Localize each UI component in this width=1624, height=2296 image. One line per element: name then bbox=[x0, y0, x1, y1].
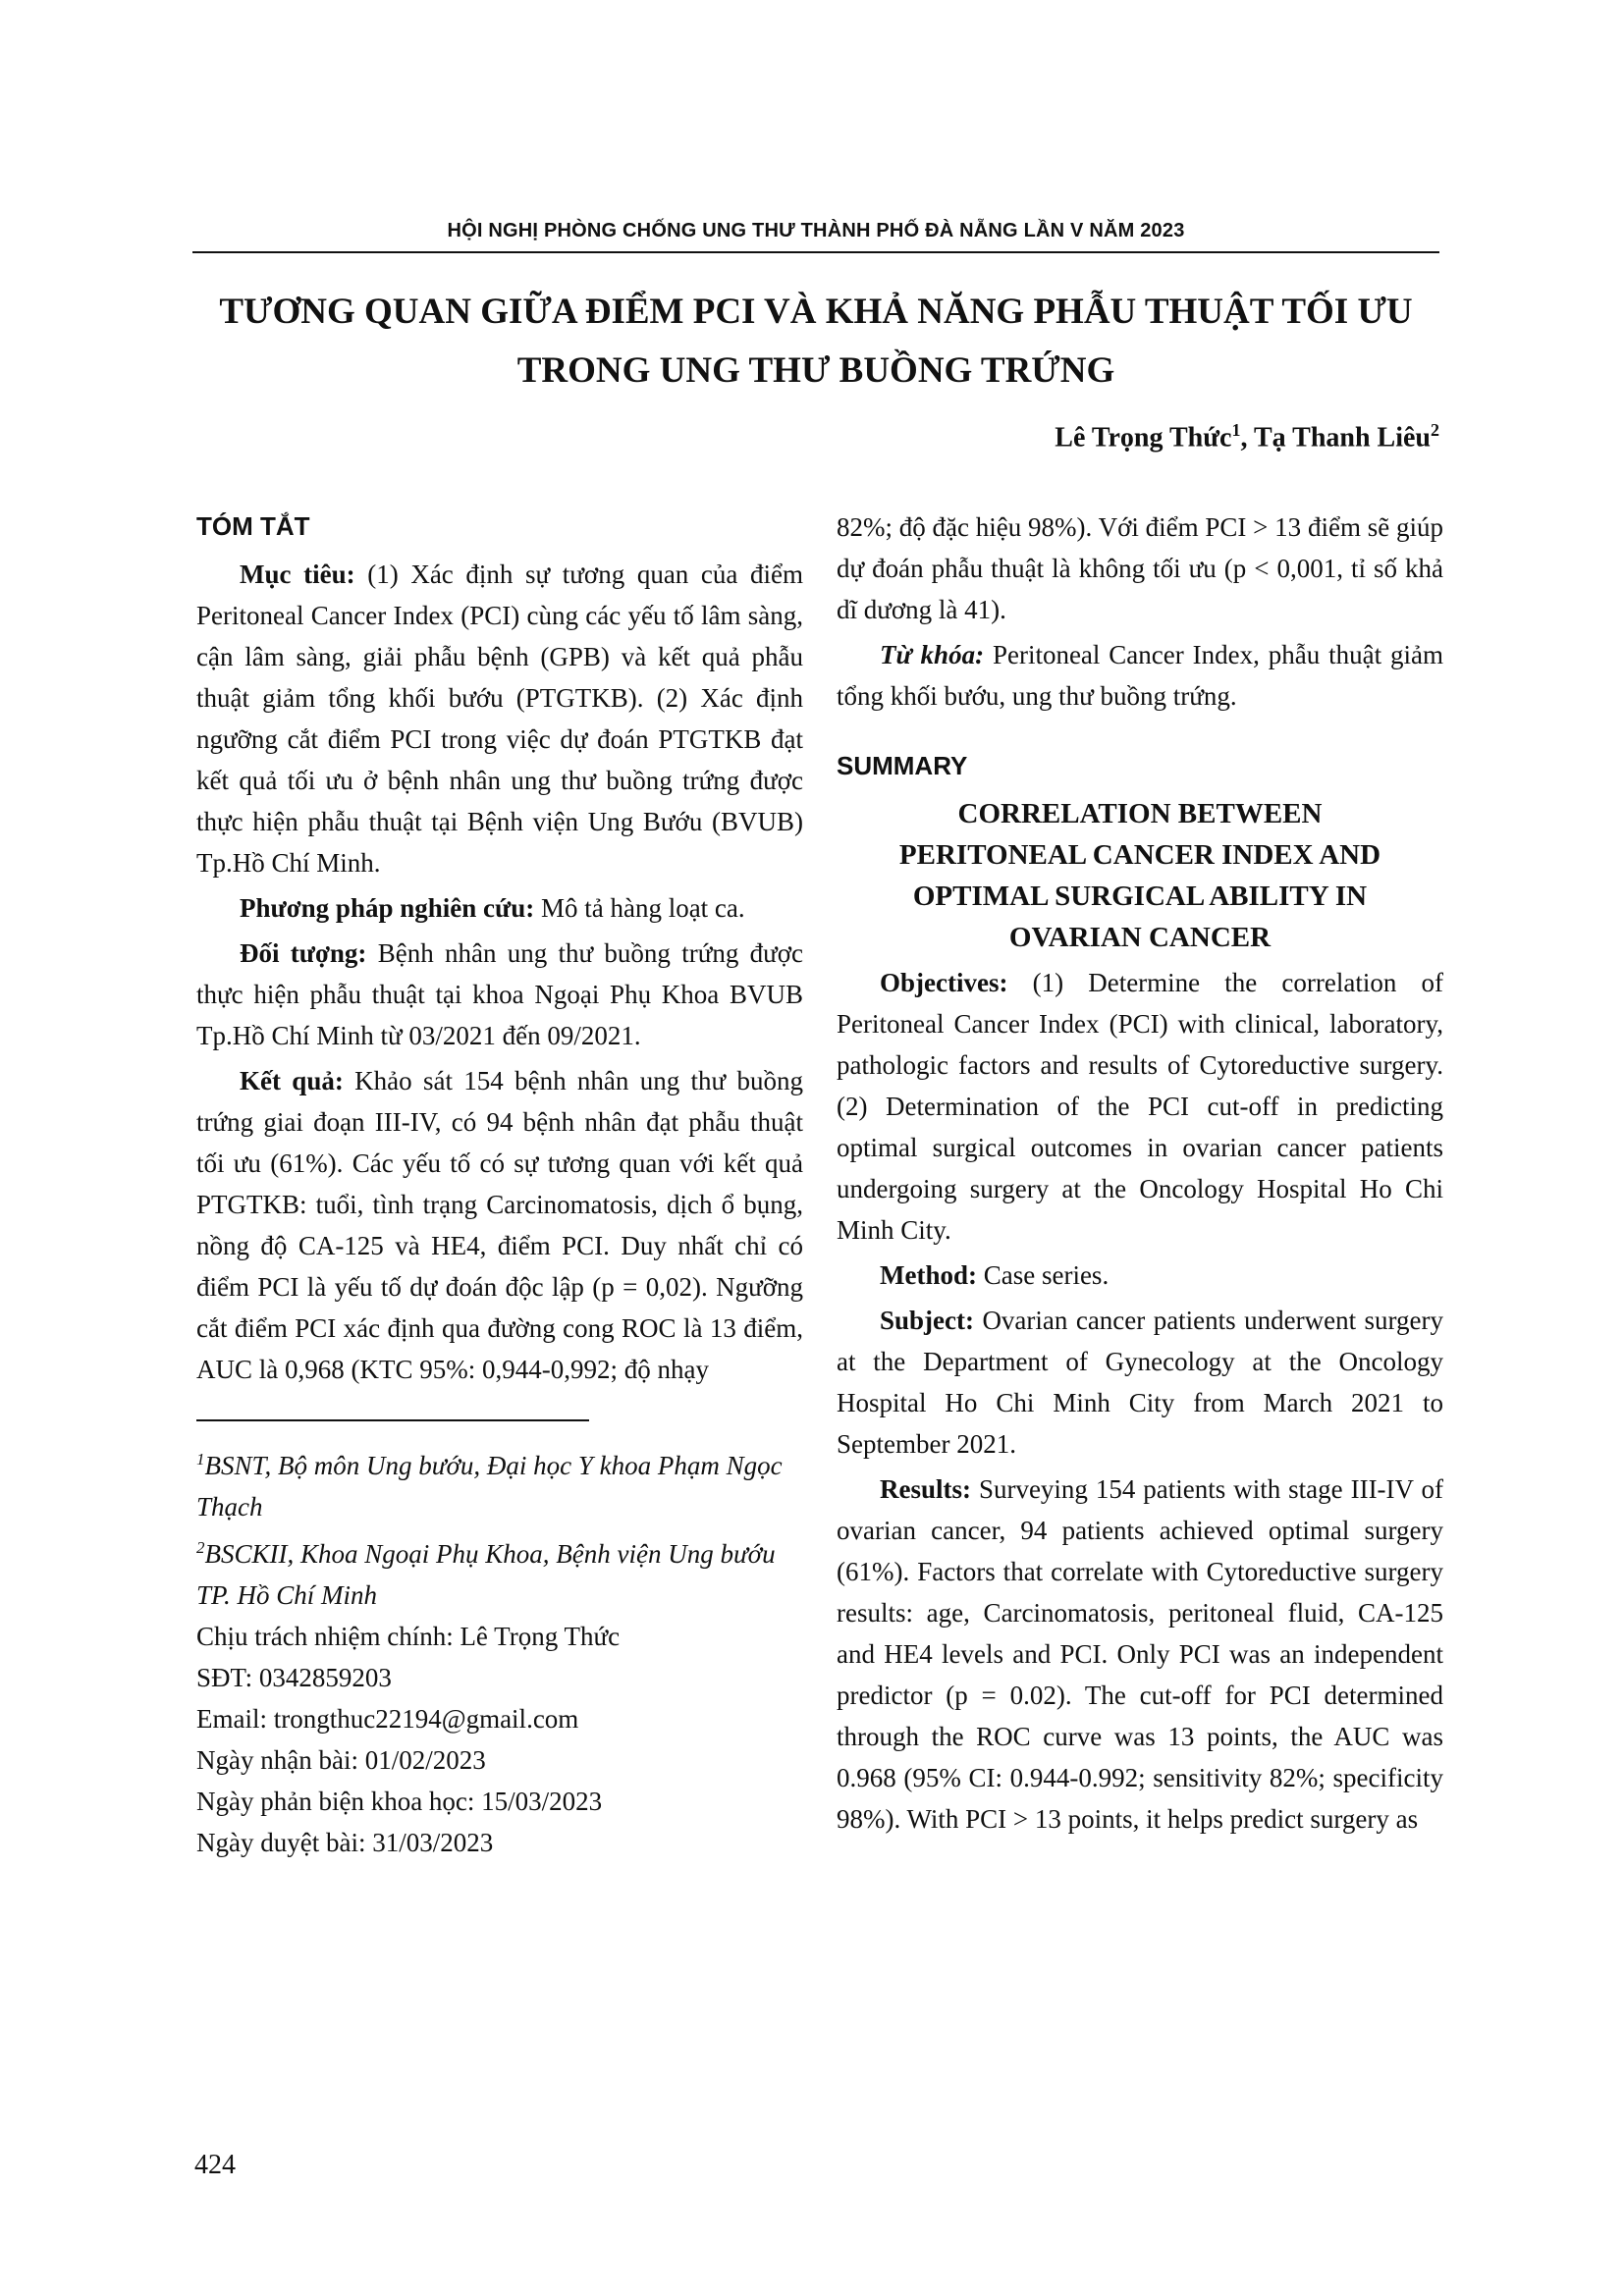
right-column bbox=[837, 507, 1443, 1843]
summary-results bbox=[837, 1468, 1443, 1840]
author-2-affiliation: 2 bbox=[1431, 420, 1439, 440]
author-1: Lê Trọng Thức bbox=[1055, 422, 1232, 454]
abstract-vi-subject bbox=[196, 933, 803, 1056]
english-title-line-1: CORRELATION BETWEEN bbox=[957, 798, 1323, 829]
responsible-author: Chịu trách nhiệm chính: Lê Trọng Thức bbox=[196, 1622, 621, 1651]
footnote-1-text: BSNT, Bộ môn Ung bướu, Đại học Y khoa Phạm Ngọc Thạch bbox=[196, 1451, 783, 1522]
method-text: Mô tả hàng loạt ca. bbox=[534, 893, 745, 923]
left-column bbox=[196, 507, 803, 1863]
summary-method-label: Method: bbox=[880, 1260, 977, 1290]
date-received: Ngày nhận bài: 01/02/2023 bbox=[196, 1745, 486, 1775]
title-line-1: TƯƠNG QUAN GIỮA ĐIỂM PCI VÀ KHẢ NĂNG PHẪU THUẬT TỐI ƯU bbox=[219, 292, 1413, 332]
subject-text: Bệnh nhân ung thư buồng trứng được thực hiện phẫu thuật tại khoa Ngoại Phụ Khoa BVUB Tp.Hồ Chí Minh từ 03/2021 đến 09/2021. bbox=[196, 938, 803, 1050]
footnote-rule bbox=[196, 1419, 589, 1421]
footnote-2 bbox=[196, 1527, 803, 1616]
abstract-vi-objective bbox=[196, 554, 803, 883]
email: Email: trongthuc22194@gmail.com bbox=[196, 1704, 579, 1734]
author-separator: , bbox=[1240, 422, 1254, 454]
objectives-label: Objectives: bbox=[880, 968, 1008, 997]
abstract-vi-heading: TÓM TẮT bbox=[196, 511, 310, 541]
footnote-2-marker: 2 bbox=[196, 1538, 205, 1557]
objectives-text: (1) Determine the correlation of Peritoneal Cancer Index (PCI) with clinical, laboratory, pathologic factors and results of Cytoreductive surgery. (2) Determination of the PCI cut-off in predicting optimal surgical outcomes in ovarian cancer patients undergoing surgery at the Oncology Hospital Ho Chi Minh City. bbox=[837, 968, 1443, 1245]
english-title-line-2: PERITONEAL CANCER INDEX AND bbox=[898, 839, 1381, 871]
date-reviewed: Ngày phản biện khoa học: 15/03/2023 bbox=[196, 1787, 603, 1816]
footnote-1 bbox=[196, 1439, 803, 1527]
keywords-label: Từ khóa: bbox=[880, 640, 985, 669]
english-title-line-4: OVARIAN CANCER bbox=[1008, 922, 1272, 953]
phone: SĐT: 0342859203 bbox=[196, 1663, 392, 1692]
abstract-vi-results bbox=[196, 1060, 803, 1390]
abstract-vi-keywords bbox=[837, 634, 1443, 717]
authors bbox=[1055, 420, 1439, 454]
header-rule bbox=[192, 251, 1439, 253]
summary-subject-text: Ovarian cancer patients underwent surgery at the Department of Gynecology at the Oncology Hospital Ho Chi Minh City from March 2021 to September 2021. bbox=[837, 1306, 1443, 1459]
keywords-text: Peritoneal Cancer Index, phẫu thuật giảm tổng khối bướu, ung thư buồng trứng. bbox=[837, 640, 1443, 711]
method-label: Phương pháp nghiên cứu: bbox=[240, 893, 535, 923]
title-line-2: TRONG UNG THƯ BUỒNG TRỨNG bbox=[516, 350, 1115, 391]
summary-results-label: Results: bbox=[880, 1474, 971, 1504]
article-title bbox=[192, 283, 1439, 400]
footnote-1-marker: 1 bbox=[196, 1450, 205, 1468]
summary-objectives bbox=[837, 962, 1443, 1251]
summary-heading: SUMMARY bbox=[837, 751, 968, 780]
objective-label: Mục tiêu: bbox=[240, 560, 355, 589]
summary-subject-label: Subject: bbox=[880, 1306, 974, 1335]
results-label: Kết quả: bbox=[240, 1066, 344, 1095]
english-title-line-3: OPTIMAL SURGICAL ABILITY IN bbox=[912, 881, 1368, 912]
date-approved: Ngày duyệt bài: 31/03/2023 bbox=[196, 1828, 494, 1857]
running-head: HỘI NGHỊ PHÒNG CHỐNG UNG THƯ THÀNH PHỐ ĐÀ NẴNG LẦN V NĂM 2023 bbox=[447, 220, 1185, 241]
subject-label: Đối tượng: bbox=[240, 938, 367, 968]
summary-method bbox=[837, 1255, 1443, 1296]
footnote-2-text: BSCKII, Khoa Ngoại Phụ Khoa, Bệnh viện Ung bướu TP. Hồ Chí Minh bbox=[196, 1539, 776, 1610]
summary-method-text: Case series. bbox=[976, 1260, 1110, 1290]
author-1-affiliation: 1 bbox=[1231, 420, 1241, 440]
footnotes bbox=[196, 1439, 803, 1863]
abstract-vi-results-continued: 82%; độ đặc hiệu 98%). Với điểm PCI > 13 điểm sẽ giúp dự đoán phẫu thuật là không tối ưu (p < 0,001, tỉ số khả dĩ dương là 41). bbox=[837, 512, 1443, 624]
abstract-vi-method bbox=[196, 887, 803, 929]
summary-subject bbox=[837, 1300, 1443, 1465]
objective-text: (1) Xác định sự tương quan của điểm Peritoneal Cancer Index (PCI) cùng các yếu tố lâm sàng, cận lâm sàng, giải phẫu bệnh (GPB) và kết quả phẫu thuật giảm tổng khối bướu (PTGTKB). (2) Xác định ngưỡng cắt điểm PCI trong việc dự đoán PTGTKB đạt kết quả tối ưu ở bệnh nhân ung thư buồng trứng được thực hiện phẫu thuật tại Bệnh viện Ung Bướu (BVUB) Tp.Hồ Chí Minh. bbox=[196, 560, 803, 878]
english-title bbox=[837, 793, 1443, 958]
author-2: Tạ Thanh Liêu bbox=[1253, 422, 1431, 454]
summary-results-text: Surveying 154 patients with stage III-IV of ovarian cancer, 94 patients achieved optimal surgery (61%). Factors that correlate with Cytoreductive surgery results: age, Carcinomatosis, peritoneal fluid, CA-125 and HE4 levels and PCI. Only PCI was an independent predictor (p = 0.02). The cut-off for PCI determined through the ROC curve was 13 points, the AUC was 0.968 (95% CI: 0.944-0.992; sensitivity 82%; specificity 98%). With PCI > 13 points, it helps predict surgery as bbox=[837, 1474, 1443, 1834]
results-text: Khảo sát 154 bệnh nhân ung thư buồng trứng giai đoạn III-IV, có 94 bệnh nhân đạt phẫu thuật tối ưu (61%). Các yếu tố có sự tương quan với kết quả PTGTKB: tuổi, tình trạng Carcinomatosis, dịch ổ bụng, nồng độ CA-125 và HE4, điểm PCI. Duy nhất chỉ có điểm PCI là yếu tố dự đoán độc lập (p = 0,02). Ngưỡng cắt điểm PCI xác định qua đường cong ROC là 13 điểm, AUC là 0,968 (KTC 95%: 0,944-0,992; độ nhạy bbox=[196, 1066, 804, 1384]
page-number: 424 bbox=[194, 2150, 236, 2180]
